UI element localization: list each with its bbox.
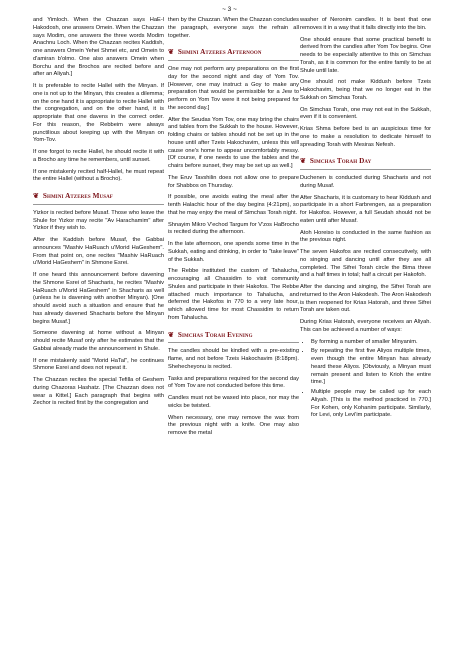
paragraph: then by the Chazzan. When the Chazzan concludes the paragraph, everyone says the refrain all together.	[168, 17, 299, 39]
paragraph: During Krias Hatorah, everyone receives an Aliyah. This can be achieved a number of ways:	[300, 319, 431, 333]
paragraph: After Shacharis, it is customary to hear Kiddush and participate in a short Farbrengen, as a preparation for Hakofos. However, a full Seudah should not be eaten until after Musaf.	[300, 194, 431, 224]
paragraph: The Chazzan recites the special Tefilla of Geshem during Chazoras Hashatz. [The Chazzan does not wear a Kittel.] Each paragraph that begins with Zechor is recited first by the congregation and	[33, 377, 164, 407]
paragraph: The Rebbe instituted the custom of Tahalucha, encouraging all Chassidim to visit community Shules and participate in their Hakofos. The Rebbe attached much importance to Tahalucha, and deferred the Hakofos in 770 to a very late hour, which allowed time for most Chassidim to return from Tahalucha.	[168, 268, 299, 321]
paragraph: washer of Neronim candles. It is best that one removes it in a way that it falls directly into the bin.	[300, 17, 431, 31]
paragraph: Candles must not be waxed into place, nor may the wicks be twisted.	[168, 395, 299, 409]
list-item: • By repeating the first five Aliyos multiple times, even though the entire Minyan has already heard these Aliyos. [Obviously, a Minyan must remain present and listen to Krioh the entire time.]	[311, 348, 431, 387]
column-2	[168, 17, 299, 442]
paragraph: In the late afternoon, one spends some time in the Sukkah, eating and drinking, in order to "take leave" of the Sukkah.	[168, 241, 299, 263]
paragraph: Someone davening at home without a Minyan should recite Musaf only after he estimates that the Gabbai already made the announcement in Shule.	[33, 330, 164, 352]
paragraph: After the Seudas Yom Tov, one may bring the chairs and tables from the Sukkah to the house. However, folding chairs or tables should not be set up in the house until after Tzeis Hakochavim, unless this will cause one's home to appear uncomfortably messy. [Of course, if one needs to use the tables and the chairs before sunset, they may be set up as well.]	[168, 116, 299, 170]
paragraph: It is preferable to recite Hallel with the Minyan. If one is not up to the Minyan, this creates a dilemma; on the one hand it is appropriate to recite Hallel with the congregation, and on the other hand, it is appropriate that one davens in the correct order. For this reason, the Rebbeim were always punctilious about keeping up with the Minyan on Yom-Tov.	[33, 83, 164, 144]
list-item: • By forming a number of smaller Minyanim.	[311, 339, 431, 347]
fleuron-icon: ❦	[168, 330, 174, 339]
paragraph: One should ensure that some practical benefit is derived from the candles after Yom Tov begins. One needs to be especially attentive to this on Simchas Torah, as it is common for the entire family to be at Shule until late.	[300, 36, 431, 74]
section-heading-text: Shmini Atzeres Musaf	[42, 192, 113, 200]
section-heading-simchas-torah-day	[300, 155, 431, 170]
fleuron-icon: ❦	[168, 48, 174, 57]
section-heading-shmini-atzeres-musaf	[33, 190, 164, 205]
list-item: • Multiple people may be called up for each Aliyah. [This is the method practiced in 770.] For Kohen, only Kohanim participate. Similarly, for Levi, only Levi'im participate.	[311, 389, 431, 420]
section-heading-text: Simchas Torah Day	[309, 157, 372, 166]
section-heading-shmini-atzeres-afternoon	[168, 46, 299, 61]
column-3	[300, 17, 431, 423]
paragraph: Tasks and preparations required for the second day of Yom Tov are not conducted before this time.	[168, 375, 299, 390]
paragraph: The Eruv Tavshilin does not allow one to prepare for Shabbos on Thursday.	[168, 174, 299, 189]
paragraph: On Simchas Torah, one may not eat in the Sukkah, even if it is convenient.	[300, 106, 431, 121]
page-number: ~ 3 ~	[222, 6, 237, 13]
paragraph: If possible, one avoids eating the meal after the tenth Halachic hour of the day begins (4:21pm), so that he may enjoy the meal of Simchas Torah night.	[168, 194, 299, 216]
paragraph: One may not perform any preparations on the first day for the second night and day of Yom Tov. [However, one may instruct a Goy to make any preparation that would be permissible for a Jew to perform on Yom Tov were it not being prepared for the second day.]	[168, 66, 299, 111]
paragraph: If one mistakenly recited half-Hallel, he must repeat the entire Hallel (without a Brocho).	[33, 168, 164, 183]
fleuron-icon: ❦	[33, 192, 39, 200]
paragraph: Shnayim Mikro V'echod Targum for V'zos HaBrocho is recited during the afternoon.	[168, 221, 299, 236]
paragraph: If one mistakenly said "Morid HaTal", he continues Shmone Esrei and does not repeat it.	[33, 357, 164, 372]
column-1	[33, 17, 164, 412]
paragraph: If one heard this announcement before davening the Shmone Esrei of Shacharis, he recites "Mashiv HaRuach u'Morid HaGeshem" in Shacharis as well (unless he is davening with another Minyan). [One should avoid such a situation and ensure that he has already davened Shacharis before the Minyan begins Musaf.]	[33, 272, 164, 325]
section-heading-simchas-torah-evening	[168, 329, 299, 344]
section-heading-text: Simchas Torah Evening	[177, 330, 253, 339]
paragraph: After the Kaddish before Musaf, the Gabbai announces "Mashiv HaRuach u'Morid HaGeshem". From that point on, one recites "Mashiv HaRuach u'Morid HaGeshem" in Shmone Esrei.	[33, 237, 164, 267]
paragraph: If one forgot to recite Hallel, he should recite it with a Brocho any time he remembers, until sunset.	[33, 149, 164, 163]
paragraph: Krias Shma before bed is an auspicious time for one to make a resolution to dedicate himself to spreading Torah with Mesiras Nefesh.	[300, 126, 431, 148]
fleuron-icon: ❦	[300, 157, 306, 166]
paragraph: When necessary, one may remove the wax from the previous night with a knife. One may also remove the metal	[168, 414, 299, 437]
paragraph: The seven Hakofos are recited consecutively, with no singing and dancing until after they are all completed. The Sifrei Torah circle the Bima three and a half times in total; half a circuit per Hakofoh.	[300, 249, 431, 279]
paragraph: and Yimloch. When the Chazzan says HaE-l Hakodosh, one answers Omein. When the Chazzan says Modim, one answers the three words Modim Anachnu Loch. When the Chazzan recites Kaddish, one answers Omein Yehei Shmei etc, and Omein to d'amiran b'olmo. One also answers Omein when Borchu and the Brochos are recited before and after an Aliyah.]	[33, 17, 164, 78]
paragraph: The candles should be kindled with a pre-existing flame, and not before Tzeis Hakochavim (8:18pm). Shehecheyonu is recited.	[168, 348, 299, 370]
section-heading-text: Shmini Atzeres Afternoon	[177, 48, 262, 57]
paragraph: Yizkor is recited before Musaf. Those who leave the Shule for Yizkor may recite "Av Harachamim" after Yizkor if they wish to.	[33, 209, 164, 232]
aliyah-methods-list	[300, 339, 431, 421]
paragraph: Duchenen is conducted during Shacharis and not during Musaf.	[300, 175, 431, 189]
paragraph: One should not make Kiddush before Tzeis Hakochavim, being that we no longer eat in the Sukkah on Simchas Torah.	[300, 79, 431, 101]
paragraph: Atoh Horeiso is conducted in the same fashion as the previous night.	[300, 229, 431, 244]
paragraph: After the dancing and singing, the Sifrei Torah are returned to the Aron Hakodesh. The Aron Hakodesh is then reopened for Krias Hatorah, and three Sifrei Torah are taken out.	[300, 284, 431, 314]
